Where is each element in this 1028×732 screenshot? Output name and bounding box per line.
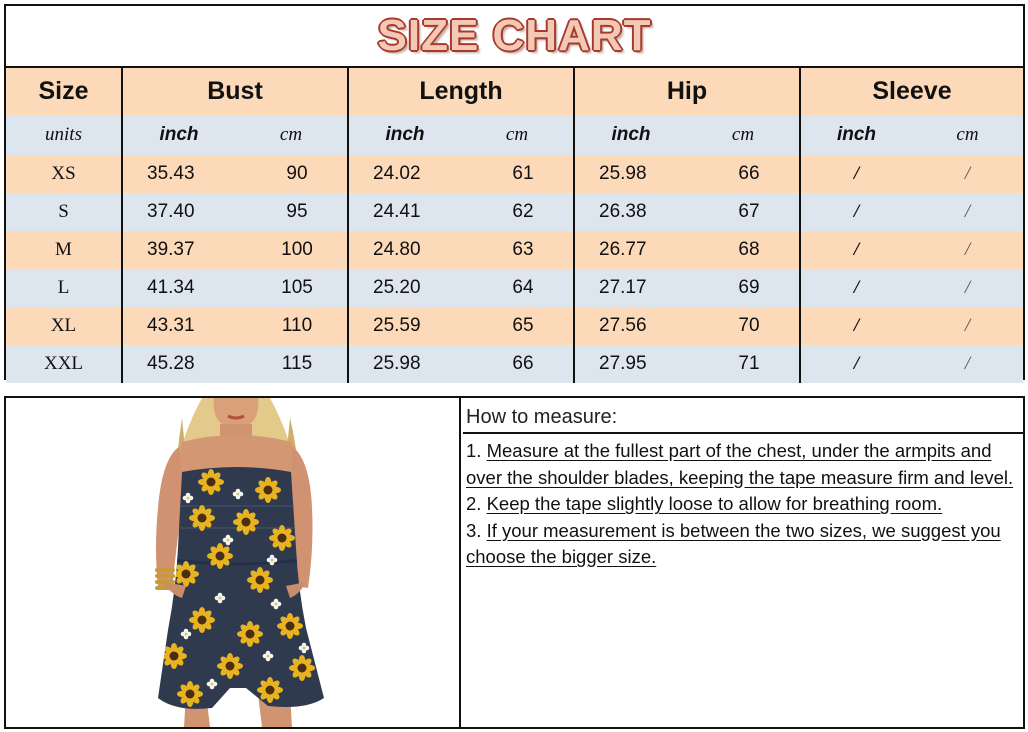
sleeve-cm-value: / bbox=[964, 201, 971, 222]
how-to-item-text: If your measurement is between the two sizes, we suggest you choose the bigger size. bbox=[466, 519, 1001, 567]
unit-cm: cm bbox=[505, 124, 529, 145]
sleeve-cell bbox=[800, 307, 1023, 345]
hip-cm-value: 71 bbox=[738, 353, 760, 374]
hip-cm-value: 70 bbox=[738, 315, 760, 336]
sleeve-cm-value: / bbox=[964, 315, 971, 336]
sleeve-inch-value: / bbox=[853, 353, 860, 374]
unit-cm: cm bbox=[956, 124, 979, 145]
units-label: units bbox=[6, 115, 122, 155]
product-photo bbox=[6, 398, 461, 727]
how-to-title: How to measure: bbox=[463, 398, 1023, 434]
bust-inch-value: 43.31 bbox=[147, 315, 195, 336]
bust-inch-value: 37.40 bbox=[147, 201, 195, 222]
bust-cm-value: 90 bbox=[286, 163, 308, 184]
length-inch-value: 25.20 bbox=[373, 277, 421, 298]
length-inch-value: 25.59 bbox=[373, 315, 421, 336]
hip-cm-value: 68 bbox=[738, 239, 760, 260]
bust-cell bbox=[122, 155, 348, 193]
units-row bbox=[6, 115, 1023, 155]
hip-cm-value: 69 bbox=[738, 277, 760, 298]
how-to-item-number: 3. bbox=[466, 519, 482, 541]
bust-cm-value: 95 bbox=[286, 201, 308, 222]
size-cell: M bbox=[6, 231, 122, 269]
size-cell: XL bbox=[6, 307, 122, 345]
bust-inch-value: 45.28 bbox=[147, 353, 195, 374]
hip-cell bbox=[574, 269, 800, 307]
how-to-item-number: 2. bbox=[466, 493, 482, 514]
sleeve-cm-value: / bbox=[964, 277, 971, 298]
hip-cell bbox=[574, 345, 800, 383]
table-row bbox=[6, 269, 1023, 307]
size-cell: XXL bbox=[6, 345, 122, 383]
how-to-item bbox=[466, 438, 1020, 491]
sleeve-cell bbox=[800, 231, 1023, 269]
bust-cm-value: 115 bbox=[281, 353, 313, 374]
hip-inch-value: 27.56 bbox=[599, 315, 647, 336]
bust-cm-value: 105 bbox=[281, 277, 313, 298]
hip-header: Hip bbox=[574, 67, 800, 115]
sleeve-inch-value: / bbox=[853, 239, 860, 260]
hip-cm-value: 67 bbox=[738, 201, 760, 222]
how-to-measure bbox=[463, 398, 1023, 727]
sleeve-cm-value: / bbox=[964, 353, 971, 374]
table-row bbox=[6, 155, 1023, 193]
length-cm-value: 66 bbox=[512, 353, 534, 374]
unit-inch: inch bbox=[385, 124, 425, 145]
table-row bbox=[6, 193, 1023, 231]
bust-cm-value: 110 bbox=[281, 315, 313, 336]
hip-cell bbox=[574, 193, 800, 231]
hip-inch-value: 26.77 bbox=[599, 239, 647, 260]
how-to-item-number: 1. bbox=[466, 440, 482, 461]
bust-cell bbox=[122, 345, 348, 383]
table-row bbox=[6, 307, 1023, 345]
unit-cm: cm bbox=[279, 124, 303, 145]
length-units bbox=[348, 115, 574, 155]
how-to-item bbox=[466, 491, 1020, 518]
bust-inch-value: 39.37 bbox=[147, 239, 195, 260]
how-to-item-text: Measure at the fullest part of the chest, under the armpits and over the shoulder blades, keeping the tape measure firm and level. bbox=[466, 440, 1014, 488]
size-table bbox=[6, 66, 1023, 383]
length-cm-value: 63 bbox=[512, 239, 534, 260]
measure-panel bbox=[4, 396, 1025, 729]
hip-inch-value: 25.98 bbox=[599, 163, 647, 184]
length-cell bbox=[348, 231, 574, 269]
hip-units bbox=[574, 115, 800, 155]
sleeve-inch-value: / bbox=[853, 315, 860, 336]
model-romper-illustration bbox=[6, 398, 461, 727]
length-cell bbox=[348, 155, 574, 193]
length-inch-value: 24.02 bbox=[373, 163, 421, 184]
table-row bbox=[6, 231, 1023, 269]
hip-inch-value: 26.38 bbox=[599, 201, 647, 222]
how-to-item-text: Keep the tape slightly loose to allow for breathing room. bbox=[486, 493, 943, 514]
length-cell bbox=[348, 307, 574, 345]
table-row bbox=[6, 345, 1023, 383]
sleeve-header: Sleeve bbox=[800, 67, 1023, 115]
bust-cell bbox=[122, 231, 348, 269]
length-cm-value: 62 bbox=[512, 201, 534, 222]
hip-cell bbox=[574, 307, 800, 345]
size-cell: XS bbox=[6, 155, 122, 193]
hip-cm-value: 66 bbox=[738, 163, 760, 184]
hip-inch-value: 27.95 bbox=[599, 353, 647, 374]
length-cell bbox=[348, 193, 574, 231]
length-cell bbox=[348, 269, 574, 307]
size-header: Size bbox=[6, 67, 122, 115]
how-to-item bbox=[466, 518, 1020, 571]
size-cell: S bbox=[6, 193, 122, 231]
length-inch-value: 25.98 bbox=[373, 353, 421, 374]
sleeve-cm-value: / bbox=[964, 239, 971, 260]
length-cell bbox=[348, 345, 574, 383]
sleeve-cell bbox=[800, 269, 1023, 307]
bust-inch-value: 35.43 bbox=[147, 163, 195, 184]
bust-inch-value: 41.34 bbox=[147, 277, 195, 298]
length-inch-value: 24.41 bbox=[373, 201, 421, 222]
bust-cm-value: 100 bbox=[281, 239, 313, 260]
size-cell: L bbox=[6, 269, 122, 307]
hip-inch-value: 27.17 bbox=[599, 277, 647, 298]
header-row bbox=[6, 67, 1023, 115]
sleeve-cell bbox=[800, 155, 1023, 193]
length-cm-value: 65 bbox=[512, 315, 534, 336]
length-inch-value: 24.80 bbox=[373, 239, 421, 260]
unit-inch: inch bbox=[159, 124, 199, 145]
how-to-list bbox=[463, 434, 1023, 571]
unit-inch: inch bbox=[611, 124, 651, 145]
bust-cell bbox=[122, 307, 348, 345]
sleeve-inch-value: / bbox=[853, 201, 860, 222]
sleeve-units bbox=[800, 115, 1023, 155]
unit-cm: cm bbox=[731, 124, 755, 145]
sleeve-cell bbox=[800, 345, 1023, 383]
sleeve-inch-value: / bbox=[853, 277, 860, 298]
sleeve-cm-value: / bbox=[964, 163, 971, 184]
length-cm-value: 61 bbox=[512, 163, 534, 184]
bust-header: Bust bbox=[122, 67, 348, 115]
bust-units bbox=[122, 115, 348, 155]
unit-inch: inch bbox=[836, 124, 877, 145]
sleeve-cell bbox=[800, 193, 1023, 231]
length-header: Length bbox=[348, 67, 574, 115]
size-chart bbox=[4, 4, 1025, 380]
chart-title: SIZE CHART bbox=[377, 11, 652, 60]
bust-cell bbox=[122, 269, 348, 307]
hip-cell bbox=[574, 231, 800, 269]
sleeve-inch-value: / bbox=[853, 163, 860, 184]
length-cm-value: 64 bbox=[512, 277, 534, 298]
bust-cell bbox=[122, 193, 348, 231]
hip-cell bbox=[574, 155, 800, 193]
